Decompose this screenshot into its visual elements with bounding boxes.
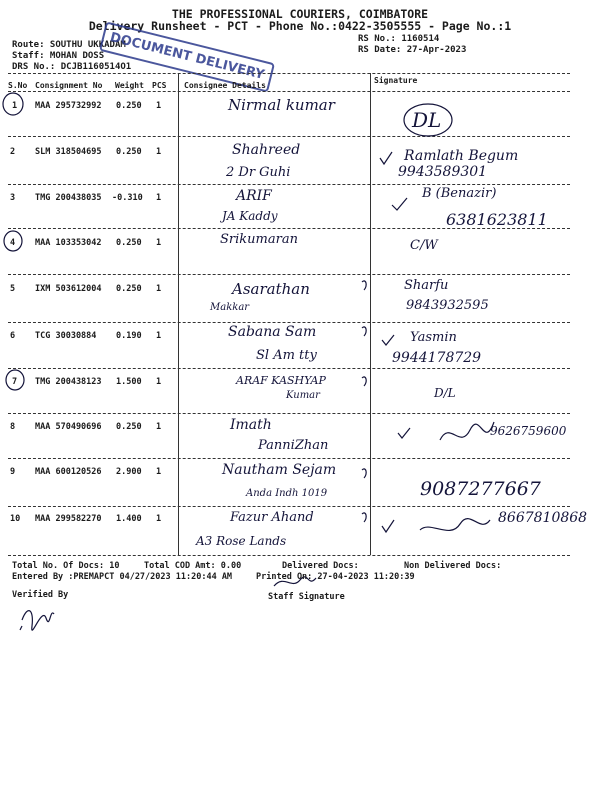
row-sno: 8	[10, 422, 16, 432]
row-consignment: MAA 103353042	[35, 238, 102, 248]
consignee-handwriting: Nautham Sejam	[222, 462, 337, 478]
row-weight: 0.250	[116, 101, 142, 111]
row-pcs: 1	[156, 284, 162, 294]
verified-by: Verified By	[12, 590, 69, 600]
consignee-handwriting: Sabana Sam	[228, 324, 317, 340]
total-cod: Total COD Amt: 0.00	[144, 561, 242, 571]
row-pcs: 1	[156, 422, 162, 432]
row-sno: 5	[10, 284, 16, 294]
scribble-signature	[420, 519, 490, 531]
consignee-handwriting: Fazur Ahand	[230, 510, 314, 525]
col-signature: Signature	[374, 76, 418, 85]
pen-mark	[362, 377, 366, 386]
row-weight: 1.500	[116, 377, 142, 387]
signature-handwriting: 8667810868	[498, 510, 588, 526]
row-weight: 0.190	[116, 331, 142, 341]
total-docs: Total No. Of Docs: 10	[12, 561, 120, 571]
row-weight: 0.250	[116, 284, 142, 294]
rs-number: RS No.: 1160514	[358, 34, 440, 44]
consignee-handwriting: ARAF KASHYAP	[236, 374, 326, 387]
row-sno: 10	[10, 514, 21, 524]
pen-mark	[362, 281, 366, 290]
signature-handwriting: 9087277667	[420, 478, 541, 500]
row-pcs: 1	[156, 238, 162, 248]
route-label: Route: SOUTHU UKKADAM	[12, 40, 126, 50]
row-consignment: TCG 30030884	[35, 331, 97, 341]
row-sno: 6	[10, 331, 16, 341]
entered-by: Entered By :PREMAPCT 04/27/2023 11:20:44 AM	[12, 572, 233, 582]
dl-circle	[404, 104, 452, 136]
signature-handwriting: B (Benazir)	[422, 186, 497, 201]
row-pcs: 1	[156, 467, 162, 477]
row-consignment: MAA 600120526	[35, 467, 102, 477]
signature-handwriting: Sharfu	[404, 278, 449, 293]
tick-mark	[398, 428, 410, 438]
pen-mark	[362, 469, 366, 478]
row-sno: 7	[12, 377, 18, 387]
rs-date: RS Date: 27-Apr-2023	[358, 45, 467, 55]
sno-circle	[4, 231, 22, 251]
signature-handwriting: 9843932595	[406, 298, 489, 313]
row-pcs: 1	[156, 193, 162, 203]
signature-handwriting: D/L	[434, 386, 456, 400]
sno-circle	[6, 370, 24, 390]
consignee-handwriting: Anda Indh 1019	[246, 488, 328, 499]
pen-mark	[362, 327, 366, 336]
row-consignment: MAA 570490696	[35, 422, 102, 432]
row-sno: 1	[12, 101, 18, 111]
scribble-signature	[440, 422, 494, 440]
non-delivered-docs: Non Delivered Docs:	[404, 561, 502, 571]
sno-circle	[3, 93, 23, 115]
company-title: THE PROFESSIONAL COURIERS, COIMBATORE	[171, 7, 429, 21]
row-pcs: 1	[156, 101, 162, 111]
col-weight: Weight	[115, 81, 144, 90]
runsheet-title: Delivery Runsheet - PCT - Phone No.:0422-3505555 - Page No.:1	[88, 19, 512, 33]
consignee-handwriting: 2 Dr Guhi	[226, 165, 291, 180]
consignee-handwriting: Srikumaran	[220, 232, 298, 247]
staff-signature-label: Staff Signature	[268, 592, 345, 602]
consignee-handwriting: Sl Am tty	[256, 348, 317, 363]
signature-handwriting: C/W	[410, 238, 438, 253]
row-weight: 1.400	[116, 514, 142, 524]
consignee-handwriting: Kumar	[286, 390, 320, 401]
row-weight: 2.900	[116, 467, 142, 477]
row-sno: 3	[10, 193, 16, 203]
row-sno: 9	[10, 467, 16, 477]
consignee-handwriting: JA Kaddy	[222, 209, 278, 223]
col-consignment: Consignment No	[35, 81, 103, 90]
row-pcs: 1	[156, 514, 162, 524]
pen-mark	[362, 513, 366, 522]
scribble-signature	[20, 626, 22, 630]
consignee-handwriting: Nirmal kumar	[228, 96, 335, 114]
row-consignment: TMG 200438035	[35, 193, 102, 203]
row-consignment: IXM 503612004	[35, 284, 102, 294]
row-weight: 0.250	[116, 238, 142, 248]
signature-handwriting: DL	[412, 108, 442, 132]
row-weight: 0.250	[116, 147, 142, 157]
row-consignment: SLM 318504695	[35, 147, 102, 157]
drs-number: DRS No.: DCJB1160514O1	[12, 62, 132, 72]
row-pcs: 1	[156, 377, 162, 387]
signature-handwriting: Yasmin	[410, 330, 457, 345]
col-consignee: Consignee Details	[184, 81, 266, 90]
consignee-handwriting: PanniZhan	[258, 438, 329, 453]
tick-mark	[382, 335, 394, 345]
consignee-handwriting: Imath	[230, 417, 272, 433]
consignee-handwriting: A3 Rose Lands	[196, 534, 287, 548]
row-weight: -0.310	[112, 193, 143, 203]
tick-mark	[382, 520, 394, 532]
signature-handwriting: 6381623811	[446, 210, 548, 229]
row-sno: 2	[10, 147, 16, 157]
signature-handwriting: 9626759600	[490, 424, 567, 438]
row-consignment: MAA 299582270	[35, 514, 102, 524]
delivered-docs: Delivered Docs:	[282, 561, 359, 571]
staff-label: Staff: MOHAN DOSS	[12, 51, 105, 61]
consignee-handwriting: Makkar	[210, 302, 250, 313]
col-sno: S.No	[8, 81, 28, 90]
scribble-signature	[22, 611, 54, 631]
row-pcs: 1	[156, 147, 162, 157]
tick-mark	[392, 198, 407, 210]
signature-handwriting: 9943589301	[398, 164, 488, 180]
row-consignment: MAA 295732992	[35, 101, 102, 111]
consignee-handwriting: Asarathan	[232, 280, 310, 298]
consignee-handwriting: Shahreed	[232, 142, 301, 158]
row-consignment: TMG 200438123	[35, 377, 102, 387]
row-pcs: 1	[156, 331, 162, 341]
printed-on: Printed On: 27-04-2023 11:20:39	[256, 572, 415, 582]
signature-handwriting: Ramlath Begum	[404, 148, 519, 164]
consignee-handwriting: ARIF	[236, 188, 272, 204]
tick-mark	[380, 152, 392, 164]
col-pcs: PCS	[152, 81, 167, 90]
document-delivery-stamp: DOCUMENT DELIVERY	[99, 21, 275, 92]
signature-handwriting: 9944178729	[392, 350, 482, 366]
row-sno: 4	[10, 238, 16, 248]
row-weight: 0.250	[116, 422, 142, 432]
